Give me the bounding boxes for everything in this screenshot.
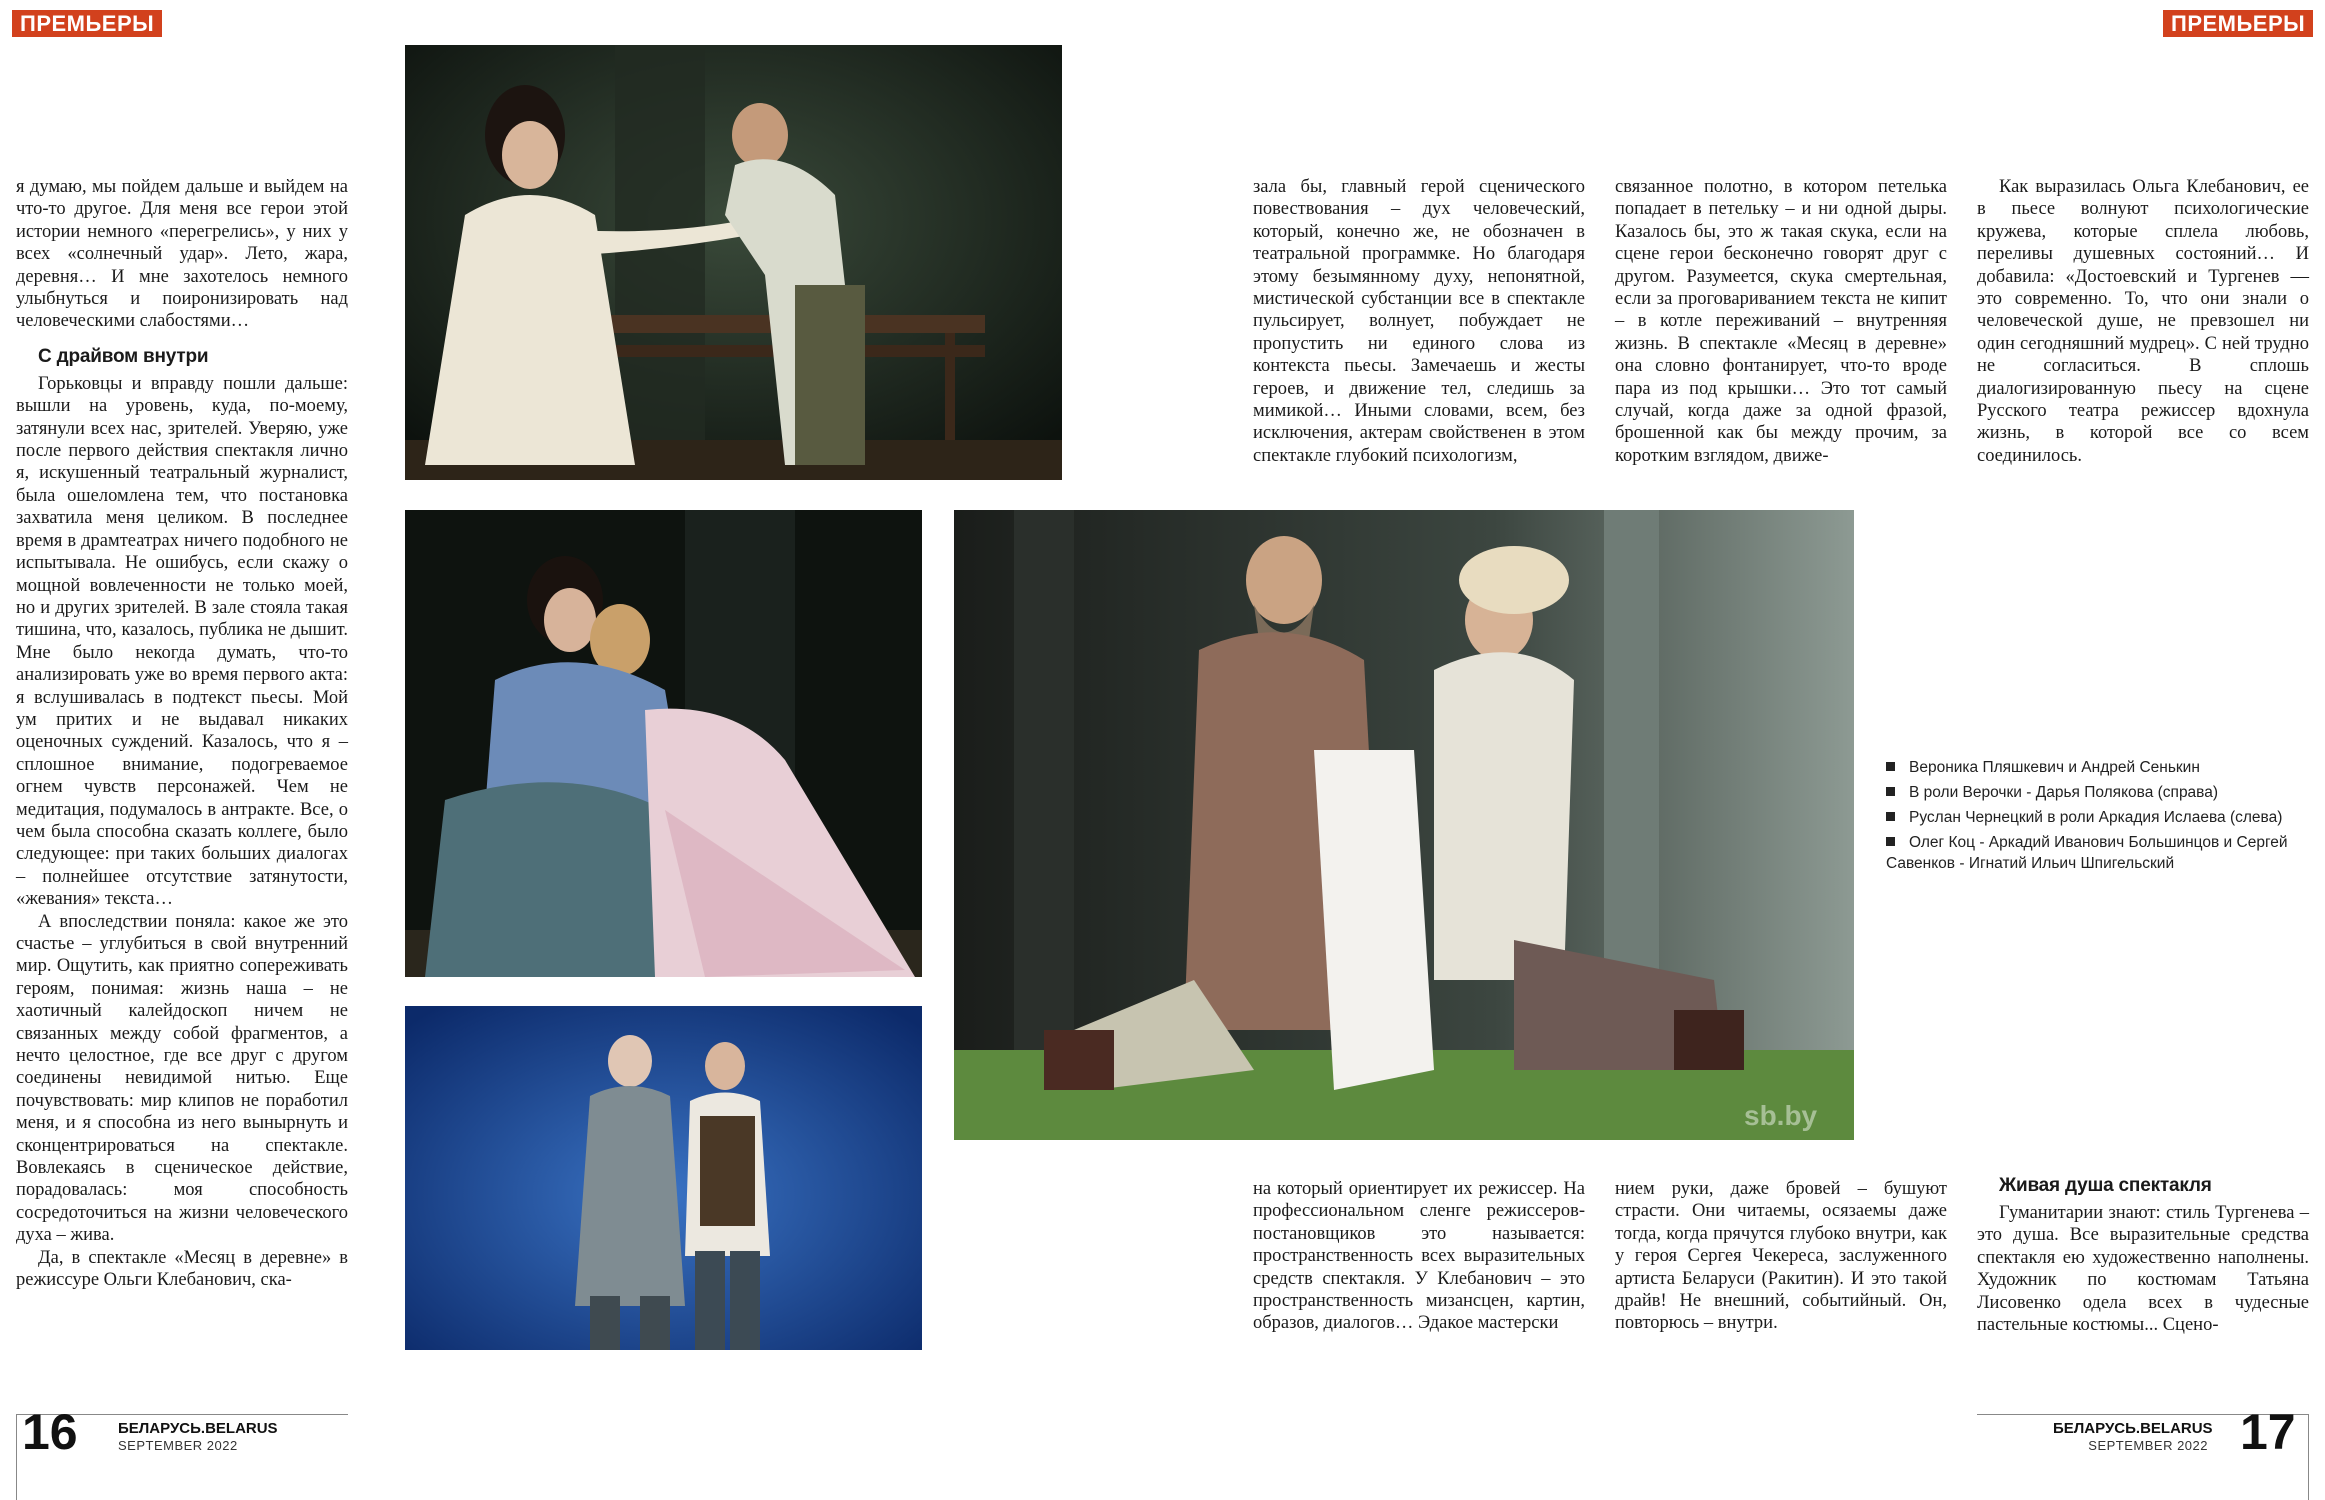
paragraph: связанное полотно, в котором петелька попадает в петельку – и ни одной дыры. Казалось бы, это ж такая скука, если на сцене герои бесконечно говорят друг с другом. Разумеется, скука смертельная, если за проговариванием текста не кипит – в котле переживаний – внутренняя жизнь. В спектакле «Месяц в деревне» она словно фонтанирует, что-то вроде пара из под крышки… Это тот самый случай, когда даже за одной фразой, брошенной как бы между прочим, за коротким взглядом, движе- xyxy=(1615,177,1947,466)
page-number-right: 17 xyxy=(2240,1404,2296,1460)
article-column-top-2 xyxy=(1615,176,1947,467)
bullet-square-icon xyxy=(1886,787,1895,796)
bullet-square-icon xyxy=(1886,812,1895,821)
paragraph: Да, в спектакле «Месяц в деревне» в режиссуре Ольги Клебанович, ска- xyxy=(16,1247,348,1291)
paragraph: Горьковцы и вправду пошли дальше: вышли на уровень, куда, по-моему, затянули всех нас, зрителей. Уверяю, уже после первого действия спектакля лично я, искушенный театральный журналист, была ошеломлена тем, что постановка захватила меня целиком. В последнее время в драмтеатрах ничего подобного не испытывала. Не ошибусь, если скажу о мощной вовлеченности не только моей, но и других зрителей. В зале стояла такая тишина, что, казалось, публика не дышит. Мне было некогда думать, что-то анализировать уже во время первого акта: я вслушивалась в подтекст пьесы. Мой ум притих и не выдавал никаких оценочных суждений. Казалось, что я – сплошное внимание, подогреваемое огнем чувств персонажей. Чем не медитация, подумалось в антракте. Все, о чем была способна сказать коллеге, было следующее: при таких больших диалогах – полнейшее отсутствие затянутости, «жевания» текста… xyxy=(16,373,348,910)
photo-blue-stage xyxy=(405,1006,922,1350)
caption-item: Вероника Пляшкевич и Андрей Сенькин xyxy=(1886,757,2316,778)
photo-hand-kiss xyxy=(405,45,1062,480)
photo-embrace xyxy=(405,510,922,977)
article-column-top-3 xyxy=(1977,176,2309,467)
paragraph: я думаю, мы пойдем дальше и выйдем на что-то другое. Для меня все герои этой истории немного «перегрелись», у них у всех «солнечный удар». Лето, жара, деревня… И мне захотелось немного улыбнуться и поиронизировать над человеческими слабостями… xyxy=(16,177,348,332)
article-column-bottom-2 xyxy=(1615,1178,1947,1335)
paragraph: Гуманитарии знают: стиль Тургенева – это душа. Все выразительные средства спектакля ею художественно наполнены. Художник по костюмам Татьяна Лисовенко одела всех в чудесные пастельные костюмы... Сцено- xyxy=(1977,1203,2309,1336)
footer-vrule-left xyxy=(16,1414,17,1500)
photo-kneeling-men xyxy=(954,510,1854,1140)
magazine-brand-right: БЕЛАРУСЬ.BELARUS xyxy=(2053,1420,2213,1437)
footer-vrule-right xyxy=(2308,1414,2309,1500)
bullet-square-icon xyxy=(1886,837,1895,846)
bullet-square-icon xyxy=(1886,762,1895,771)
subheading: Живая душа спектакля xyxy=(1999,1175,2212,1196)
article-column-bottom-3 xyxy=(1977,1166,2309,1336)
caption-item: В роли Верочки - Дарья Полякова (справа) xyxy=(1886,782,2316,803)
paragraph: на который ориентирует их режиссер. На профессиональном сленге режиссеров-постановщиков это называется: пространственность всех выразительных средств спектакля. У Клебанович – это пространственность мизансцен, картин, образов, диалогов… Эдакое мастерски xyxy=(1253,1179,1585,1334)
rubric-right: ПРЕМЬЕРЫ xyxy=(2163,10,2313,37)
article-column-top-1 xyxy=(1253,176,1585,467)
page-number-left: 16 xyxy=(22,1404,78,1460)
paragraph: А впоследствии поняла: какое же это счастье – углубиться в свой внутренний мир. Ощутить, как приятно сопереживать героям, понимая: жизнь наша – не хаотичный калейдоскоп ничем не связанных между собой фрагментов, а нечто целостное, где все друг с другом соединены невидимой нитью. Еще почувствовать: мир клипов не поработил меня, и я способна из него вынырнуть и сконцентрироваться на спектакле. Вовлекаясь в сценическое действие, порадовалась: моя способность сосредоточиться на жизни человеческого духа – жива. xyxy=(16,911,348,1246)
caption-item: Руслан Чернецкий в роли Аркадия Ислаева (слева) xyxy=(1886,807,2316,828)
paragraph: Как выразилась Ольга Клебанович, ее в пьесе волнуют психологические кружева, которые сплела любовь, переливы душевных состояний… И добавила: «Достоевский и Тургенев — это современно. То, что они знали о человеческой душе, не превзошел ни один сегодняшний мудрец». С ней трудно не согласиться. В сплошь диалогизированную пьесу на сцене Русского театра режиссер вдохнула жизнь, в которой все со всем соединилось. xyxy=(1977,177,2309,466)
photo-watermark: sb.by xyxy=(1744,1100,1818,1131)
photo-captions xyxy=(1886,757,2316,878)
subheading: С драйвом внутри xyxy=(38,345,209,367)
caption-item: Олег Коц - Аркадий Иванович Большинцов и Сергей Савенков - Игнатий Ильич Шпигельский xyxy=(1886,834,2288,872)
article-column-left xyxy=(16,176,348,1292)
magazine-brand-left: БЕЛАРУСЬ.BELARUS xyxy=(118,1420,278,1437)
paragraph: нием руки, даже бровей – бушуют страсти. Они читаемы, осязаемы даже тогда, когда прячутся глубоко внутри, как у героя Сергея Чекереса, заслуженного артиста Беларуси (Ракитин). И это такой драйв! Не внешний, событийный. Он, повторюсь – внутри. xyxy=(1615,1179,1947,1334)
rubric-left: ПРЕМЬЕРЫ xyxy=(12,10,162,37)
issue-date-left: SEPTEMBER 2022 xyxy=(118,1438,238,1453)
paragraph: зала бы, главный герой сценического повествования – дух человеческий, который, конечно же, не обозначен в театральной программке. Но благодаря этому безымянному духу, непонятной, мистической субстанции все в спектакле пульсирует, волнует, побуждает не пропустить ни единого слова из контекста пьесы. Замечаешь и жесты героев, и движение тел, следишь за мимикой… Иными словами, всем, без исключения, актерам свойственен в этом спектакле глубокий психологизм, xyxy=(1253,177,1585,466)
article-column-bottom-1 xyxy=(1253,1178,1585,1335)
issue-date-right: SEPTEMBER 2022 xyxy=(2088,1438,2208,1453)
